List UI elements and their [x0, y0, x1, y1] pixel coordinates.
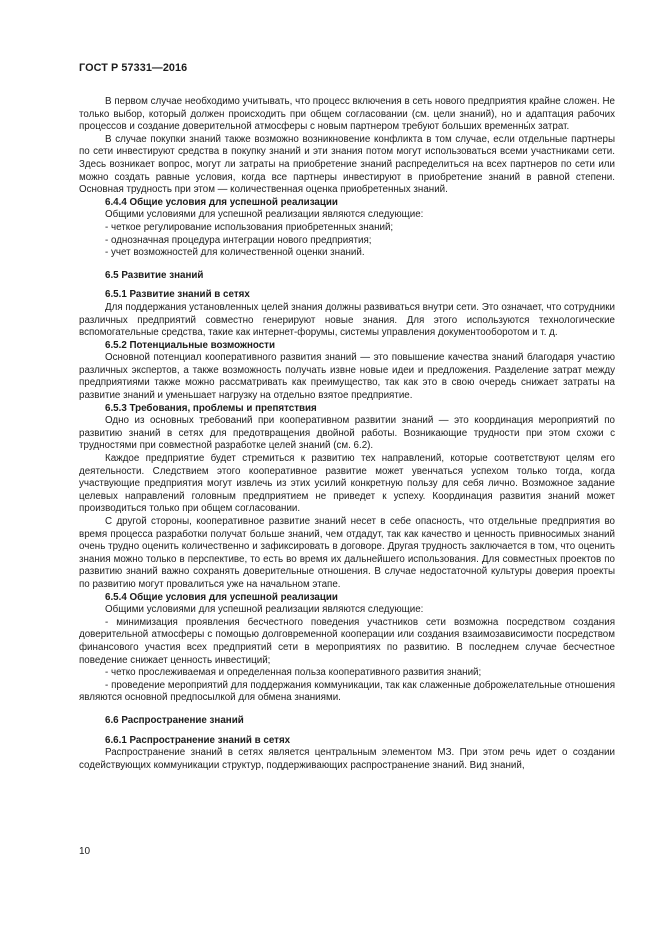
section-heading-6-6: 6.6 Распространение знаний	[105, 714, 244, 726]
list-item: - минимизация проявления бесчестного поведения участников сети возможна посредством создания доверительной атмосферы с помощью долговременной кооперации или создания взаимозависимости посредством финансового участия всех предприятий сети в мероприятиях по развитию. В последнем случае бесчестное поведение снижает ценность инвестиций;	[79, 616, 615, 666]
paragraph: В случае покупки знаний также возможно возникновение конфликта в том случае, если отдельные партнеры по сети инвестируют средства в покупку знаний и эти знания потом могут использоваться всеми участниками сети. Здесь возникает вопрос, могут ли затраты на приобретение знаний распределиться на всех партнеров по сети или можно создать равные условия, когда все партнеры инвестируют в приобретение знаний в равной степени. Основная трудность при этом — количественная оценка приобретенных знаний.	[79, 133, 615, 196]
paragraph: Каждое предприятие будет стремиться к развитию тех направлений, которые соответствуют целям его деятельности. Следствием этого кооперативное развитие может увенчаться успехом только тогда, когда участвующие предприятия могут извлечь из этих усилий конкретную пользу для себя лично. Возможное задание целевых направлений головным предприятием не приведет к успеху. Координация развития знаний может производиться только при общем согласовании.	[79, 453, 615, 515]
list-item: - учет возможностей для количественной оценки знаний.	[105, 247, 365, 259]
section-heading-6-4-4: 6.4.4 Общие условия для успешной реализации	[105, 196, 338, 208]
section-heading-6-5-3: 6.5.3 Требования, проблемы и препятствия	[105, 402, 317, 414]
section-heading-6-6-1: 6.6.1 Распространение знаний в сетях	[105, 734, 291, 746]
list-item: - проведение мероприятий для поддержания коммуникации, так как слаженные доброжелательные отношения являются основной предпосылкой для обмена знаниями.	[79, 679, 615, 704]
paragraph: Общими условиями для успешной реализации являются следующие:	[105, 604, 424, 616]
list-item: - четко прослеживаемая и определенная польза кооперативного развития знаний;	[105, 667, 482, 679]
paragraph: С другой стороны, кооперативное развитие знаний несет в себе опасность, что отдельные предприятия во время процесса разработки получат больше знаний, чем отдадут, так как качество и ценность привносимых знаний очень трудно оценить количественно и зафиксировать в договоре. Другая трудность заключается в том, что оценить знания можно только в перспективе, то есть во время их дальнейшего использования. Для совместных проектов по развитию знаний важно сохранять доверительные отношения. В случае недостаточной культуры доверия проекты по развитию могут провалиться уже на начальном этапе.	[79, 516, 615, 590]
paragraph: Распространение знаний в сетях является центральным элементом МЗ. При этом речь идет о создании содействующих коммуникации структур, поддерживающих распространение знаний. Вид знаний,	[79, 747, 615, 771]
section-heading-6-5-4: 6.5.4 Общие условия для успешной реализации	[105, 591, 338, 603]
page-number: 10	[79, 846, 91, 857]
paragraph: Общими условиями для успешной реализации являются следующие:	[105, 209, 424, 221]
document-body	[79, 96, 615, 772]
paragraph: В первом случае необходимо учитывать, что процесс включения в сеть нового предприятия крайне сложен. Не только выбор, который должен происходить при общем согласовании (см. цели знаний), но и адаптация рабочих процессов и создание доверительной атмосферы с новым партнером требуют больших временны́х затрат.	[79, 96, 615, 133]
list-item: - однозначная процедура интеграции нового предприятия;	[105, 234, 372, 246]
paragraph: Основной потенциал кооперативного развития знаний — это повышение качества знаний благодаря участию различных экспертов, а также возможность получать извне новые идеи и предложения. Разделение затрат между предприятиями также можно рассматривать как преимущество, так как это в свою очередь снижает затраты на развитие знаний и уменьшает нагрузку на отдельно взятое предприятие.	[79, 352, 615, 402]
section-heading-6-5-1: 6.5.1 Развитие знаний в сетях	[105, 289, 250, 301]
paragraph: Для поддержания установленных целей знания должны развиваться внутри сети. Это означает, что сотрудники различных предприятий совместно генерируют новые знания. Для этого используются технологические вспомогательные средства, такие как интернет-форумы, системы управления документооборотом и т. д.	[79, 301, 615, 339]
document-header: ГОСТ Р 57331—2016	[79, 62, 188, 74]
list-item: - четкое регулирование использования приобретенных знаний;	[105, 221, 394, 233]
paragraph: Одно из основных требований при кооперативном развитии знаний — это координация мероприятий по развитию знаний в сетях для предотвращения двойной работы. Возникающие трудности при этом схожи с трудностями при совместной разработке целей знаний (см. 6.2).	[79, 415, 615, 452]
section-heading-6-5-2: 6.5.2 Потенциальные возможности	[105, 339, 275, 351]
section-heading-6-5: 6.5 Развитие знаний	[105, 269, 204, 281]
